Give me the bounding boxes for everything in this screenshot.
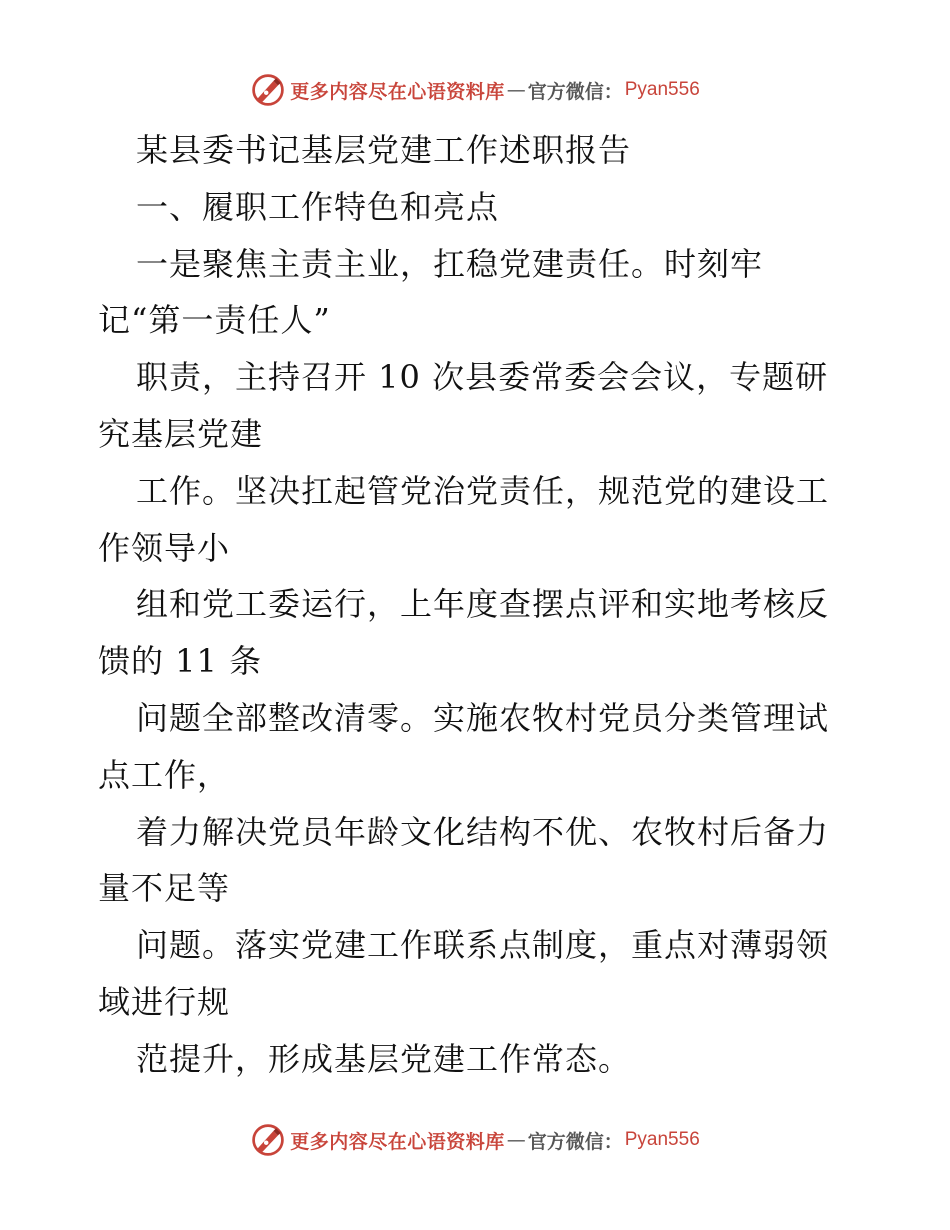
watermark-content <box>250 1122 700 1158</box>
watermark-text: 更多内容尽在心语资料库 <box>290 80 505 103</box>
watermark-official-label: 官方微信： <box>527 1130 623 1153</box>
paragraph-line: 记“第一责任人” <box>98 301 331 340</box>
watermark-separator: — <box>506 1129 526 1151</box>
paragraph-line: 点工作， <box>98 755 231 794</box>
watermark-text: 更多内容尽在心语资料库 <box>290 1130 505 1153</box>
paragraph-line: 究基层党建 <box>98 414 264 453</box>
paragraph-line: 域进行规 <box>98 982 231 1021</box>
paragraph-line: 量不足等 <box>98 869 231 908</box>
paragraph-line: 着力解决党员年龄文化结构不优、农牧村后备力 <box>136 812 830 851</box>
watermark-separator: — <box>506 79 526 101</box>
watermark-wechat-id: Pyan556 <box>624 1129 700 1150</box>
document-title: 某县委书记基层党建工作述职报告 <box>136 131 632 169</box>
paragraph-line: 职责，主持召开 10 次县委常委会会议，专题研 <box>136 358 829 397</box>
paragraph-line: 馈的 11 条 <box>98 642 263 681</box>
watermark-banner-top <box>0 68 950 112</box>
paragraph-line: 组和党工委运行，上年度查摆点评和实地考核反 <box>136 585 830 624</box>
watermark-official-label: 官方微信： <box>527 80 623 103</box>
watermark-banner-bottom <box>0 1118 950 1162</box>
pen-logo-icon <box>250 72 286 108</box>
watermark-content <box>250 72 700 108</box>
document-body <box>98 122 858 1088</box>
paragraph-line: 工作。坚决扛起管党治党责任，规范党的建设工 <box>136 471 830 510</box>
pen-logo-icon <box>250 1122 286 1158</box>
section-heading: 一、履职工作特色和亮点 <box>136 187 500 226</box>
paragraph-line: 范提升，形成基层党建工作常态。 <box>136 1039 632 1078</box>
paragraph-line: 问题。落实党建工作联系点制度，重点对薄弱领 <box>136 926 830 965</box>
paragraph-line: 一是聚焦主责主业，扛稳党建责任。时刻牢 <box>136 244 764 283</box>
paragraph-line: 作领导小 <box>98 528 231 567</box>
watermark-wechat-id: Pyan556 <box>624 79 700 100</box>
paragraph-line: 问题全部整改清零。实施农牧村党员分类管理试 <box>136 698 830 737</box>
